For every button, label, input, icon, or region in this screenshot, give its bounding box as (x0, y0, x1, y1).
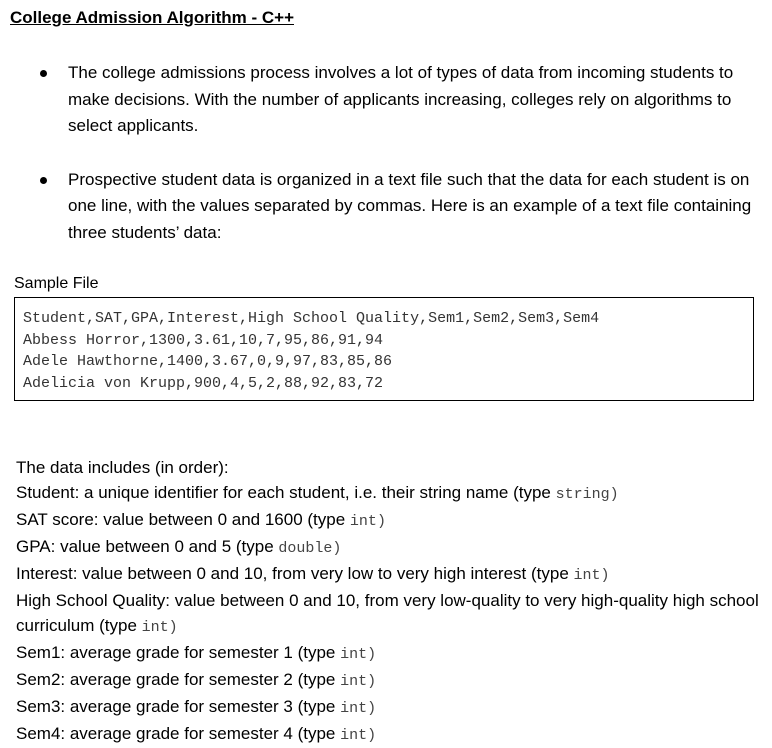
sample-line: Adele Hawthorne,1400,3.67,0,9,97,83,85,86 (23, 353, 393, 370)
bullet-text: The college admissions process involves a lot of types of data from incoming students to make decisions. With the number of applicants increasing, colleges rely on algorithms to select applicants. (68, 63, 734, 135)
field-text: Interest: value between 0 and 10, from very low to very high interest (type (16, 564, 574, 583)
field-close: ) (367, 673, 377, 690)
field-text: Sem4: average grade for semester 4 (type (16, 724, 341, 743)
sample-file-box (14, 297, 754, 401)
sample-line: Abbess Horror,1300,3.61,10,7,95,86,91,94 (23, 331, 384, 349)
field-text: High School Quality: value between 0 and 10, from very low-quality to very high-quality high school curriculum (type (16, 591, 759, 635)
sample-line-header: Student,SAT,GPA,Interest,High School Quality,Sem1,Sem2,Sem3,Sem4 (23, 310, 600, 327)
field-text: Sem3: average grade for semester 3 (type (16, 697, 341, 716)
field-sem1 (16, 640, 768, 667)
field-text: Student: a unique identifier for each student, i.e. their string name (type (16, 483, 556, 502)
field-type: int (340, 646, 368, 663)
field-sem2 (16, 667, 768, 694)
bullet-item (30, 167, 765, 247)
sample-file-label: Sample File (14, 275, 99, 292)
field-close: ) (367, 727, 377, 744)
field-type: int (340, 727, 368, 744)
field-sem4 (16, 721, 768, 748)
field-type: string (555, 486, 610, 503)
field-type: int (349, 513, 377, 530)
field-interest (16, 561, 768, 588)
field-high-school-quality (16, 588, 768, 640)
sample-line: Adelicia von Krupp,900,4,5,2,88,92,83,72 (23, 374, 384, 392)
field-text: GPA: value between 0 and 5 (type (16, 537, 279, 556)
field-type: int (340, 673, 368, 690)
field-close: ) (367, 700, 377, 717)
field-close: ) (600, 567, 610, 584)
field-close: ) (609, 486, 619, 503)
field-text: SAT score: value between 0 and 1600 (type (16, 510, 350, 529)
field-gpa (16, 534, 768, 561)
page-title: College Admission Algorithm - C++ (10, 8, 294, 27)
field-student (16, 480, 768, 507)
field-type: int (340, 700, 368, 717)
field-close: ) (168, 619, 178, 636)
field-close: ) (367, 646, 377, 663)
bullet-text: Prospective student data is organized in a text file such that the data for each student is on one line, with the values separated by commas. Here is an example of a text file containing three students’ data: (68, 169, 752, 242)
field-close: ) (376, 513, 386, 530)
field-type: double (278, 540, 333, 557)
field-type: int (141, 619, 169, 636)
bullet-list (30, 60, 765, 273)
bullet-dot-icon (40, 70, 47, 77)
fields-intro: The data includes (in order): (16, 458, 229, 477)
field-sat (16, 507, 768, 534)
field-sem3 (16, 694, 768, 721)
field-close: ) (332, 540, 342, 557)
field-text: Sem2: average grade for semester 2 (type (16, 670, 341, 689)
field-descriptions (16, 455, 768, 748)
field-text: Sem1: average grade for semester 1 (type (16, 643, 341, 662)
field-type: int (573, 567, 601, 584)
bullet-dot-icon (40, 177, 47, 184)
bullet-item (30, 60, 765, 140)
